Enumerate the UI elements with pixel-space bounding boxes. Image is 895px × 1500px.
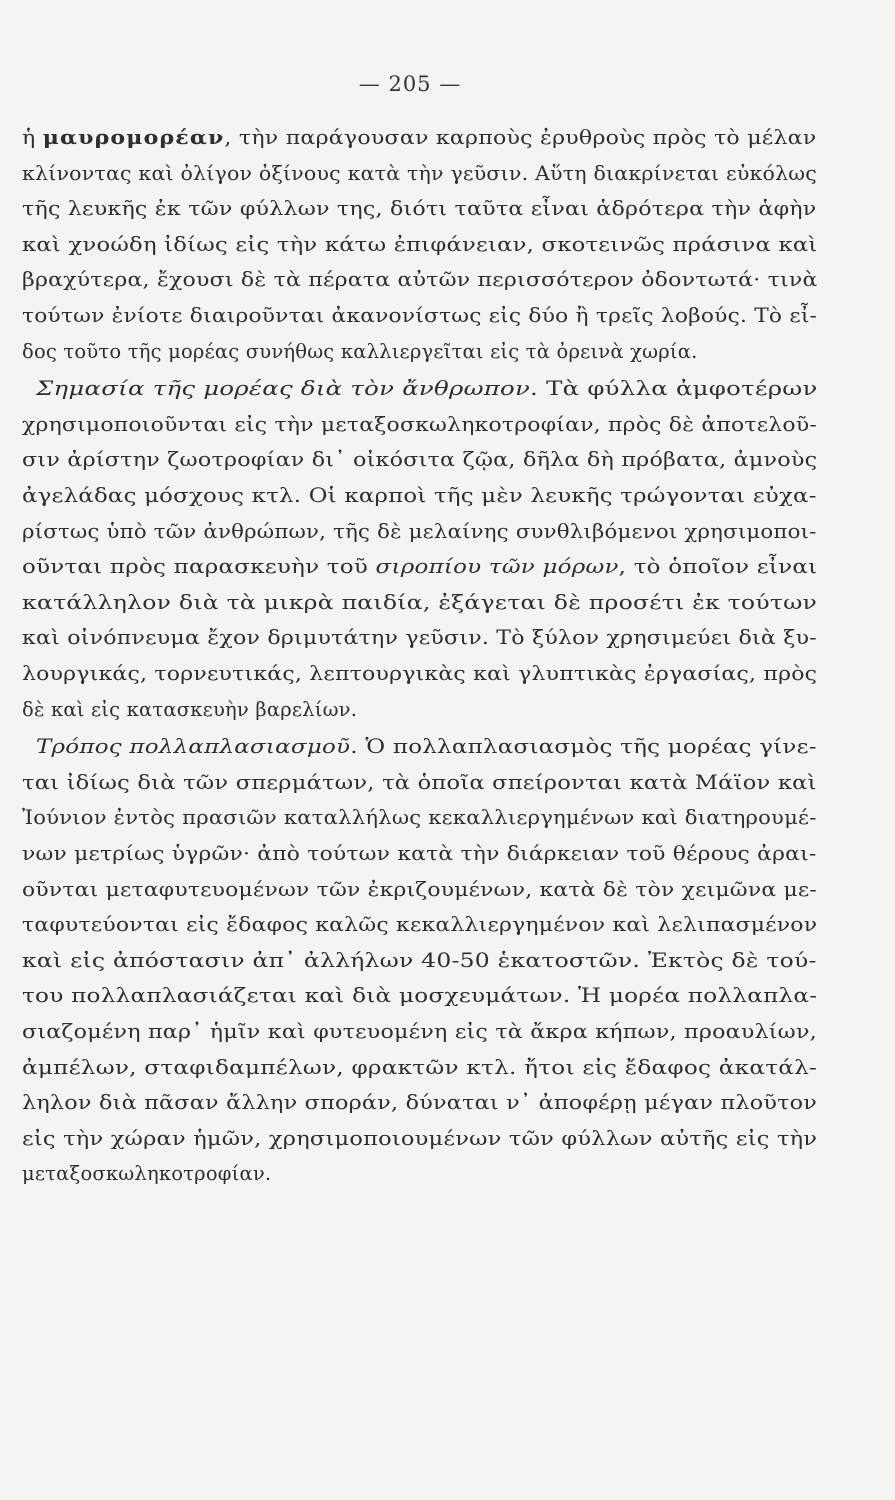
text-line [22, 589, 817, 619]
text-segment: τῆς λευκῆς ἐκ τῶν φύλλων της, διότι ταῦτα εἶναι ἁδρότερα τὴν ἁφὴν [22, 197, 817, 221]
text-line [22, 982, 817, 1012]
text-line [22, 302, 817, 332]
text-segment: ταφυτεύονται εἰς ἔδαφος καλῶς κεκαλλιεργημένον καὶ λελιπασμένον [22, 913, 818, 937]
text-segment: , τὴν παράγουσαν καρποὺς ἐρυθροὺς πρὸς τὸ μέλαν [224, 126, 817, 149]
text-line [22, 338, 698, 368]
text-segment: καὶ οἰνόπνευμα ἔχον δριμυτάτην γεῦσιν. Τὸ ξύλον χρησιμεύει διὰ ξυ- [22, 626, 817, 650]
text-segment: οῦνται μεταφυτευομένων τῶν ἐκριζουμένων, κατὰ δὲ τὸν χειμῶνα με- [22, 877, 818, 901]
text-segment: ληλον διὰ πᾶσαν ἄλλην σποράν, δύναται ν᾽ ἀποφέρῃ μέγαν πλοῦτον [22, 1091, 818, 1115]
text-line [22, 840, 816, 870]
text-line [22, 518, 817, 548]
text-line [22, 266, 818, 296]
text-line [22, 1054, 817, 1084]
text-segment: σιν ἀρίστην ζωοτροφίαν δι᾽ οἰκόσιτα ζῷα, δῆλα δὴ πρόβατα, ἀμνοὺς [22, 448, 818, 472]
text-segment: ρίστως ὑπὸ τῶν ἀνθρώπων, τῆς δὲ μελαίνης συνθλιβόμενοι χρησιμοποι- [22, 519, 817, 543]
text-segment: νων μετρίως ὑγρῶν· ἀπὸ τούτων κατὰ τὴν διάρκειαν τοῦ θέρους ἀραι- [22, 842, 817, 865]
text-line [22, 1160, 271, 1190]
italic-heading: Σημασία τῆς μορέας διὰ τὸν ἄνθρωπον [36, 377, 531, 401]
text-line [22, 1125, 817, 1155]
text-segment: χρησιμοποιοῦνται εἰς τὴν μεταξοσκωληκοτροφίαν, πρὸς δὲ ἀποτελοῦ- [22, 412, 817, 436]
text-line [22, 160, 817, 190]
text-segment: τούτων ἐνίοτε διαιροῦνται ἀκανονίστως εἰς δύο ἢ τρεῖς λοβούς. Τὸ εἶ- [22, 304, 818, 327]
text-segment: εἰς τὴν χώραν ἡμῶν, χρησιμοποιουμένων τῶν φύλλων αὐτῆς εἰς τὴν [22, 1126, 818, 1150]
text-line [22, 911, 817, 941]
text-line [22, 482, 817, 512]
text-line [22, 696, 357, 726]
text-segment: κατάλληλον διὰ τὰ μικρὰ παιδία, ἐξάγεται δὲ προσέτι ἐκ τούτων [22, 590, 818, 614]
text-segment: οῦνται πρὸς παρασκευὴν τοῦ [22, 555, 376, 579]
text-segment: ται ἰδίως διὰ τῶν σπερμάτων, τὰ ὁποῖα σπείρονται κατὰ Μάϊον καὶ [22, 770, 817, 794]
text-segment: ἀμπέλων, σταφιδαμπέλων, φρακτῶν κτλ. ἤτοι εἰς ἔδαφος ἀκατάλ- [22, 1055, 818, 1079]
text-line [36, 375, 818, 405]
text-line [22, 769, 817, 799]
text-line [22, 553, 817, 583]
text-line [36, 733, 817, 763]
text-segment: σιαζομένη παρ᾽ ἡμῖν καὶ φυτευομένη εἰς τὰ ἄκρα κήπων, προαυλίων, [22, 1020, 817, 1043]
text-segment: δὲ καὶ εἰς κατασκευὴν βαρελίων. [22, 697, 358, 721]
text-line [22, 876, 817, 906]
page-number: — 205 — [358, 72, 462, 96]
text-segment: ἀγελάδας μόσχους κτλ. Οἱ καρποὶ τῆς μὲν λευκῆς τρώγονται εὐχα- [22, 484, 817, 507]
text-line [22, 124, 816, 154]
text-line [22, 947, 817, 977]
bold-term: μαυρομορέαν [42, 126, 225, 149]
text-segment: καὶ χνοώδη ἰδίως εἰς τὴν κάτω ἐπιφάνειαν, σκοτεινῶς πράσινα καὶ [22, 232, 818, 256]
text-segment: μεταξοσκωληκοτροφίαν. [22, 1162, 272, 1186]
text-segment: του πολλαπλασιάζεται καὶ διὰ μοσχευμάτων. Ἡ μορέα πολλαπλα- [22, 984, 818, 1008]
italic-heading: Τρόπος πολλαπλασιασμοῦ [36, 735, 351, 759]
text-line [22, 660, 817, 690]
text-line [22, 1018, 817, 1048]
text-segment: ἡ [22, 126, 43, 149]
italic-heading: σιροπίου τῶν μόρων [375, 555, 619, 579]
text-segment: . Ὁ πολλαπλασιασμὸς τῆς μορέας γίνε- [350, 735, 817, 759]
text-line [22, 1089, 817, 1119]
text-segment: δος τοῦτο τῆς μορέας συνήθως καλλιεργεῖται εἰς τὰ ὀρεινὰ χωρία. [22, 339, 698, 363]
text-line [22, 411, 817, 441]
text-segment: Ἰούνιον ἐντὸς πρασιῶν καταλλήλως κεκαλλιεργημένων καὶ διατηρουμέ- [22, 806, 817, 830]
text-segment: βραχύτερα, ἔχουσι δὲ τὰ πέρατα αὐτῶν περισσότερον ὀδοντωτά· τινὰ [22, 268, 818, 292]
text-segment: λουργικάς, τορνευτικάς, λεπτουργικὰς καὶ γλυπτικὰς ἐργασίας, πρὸς [22, 662, 818, 685]
text-line [22, 804, 817, 834]
text-line [22, 446, 817, 476]
text-segment: . Τὰ φύλλα ἀμφοτέρων [530, 377, 818, 401]
text-segment: καὶ εἰς ἀπόστασιν ἀπ᾽ ἀλλήλων 40-50 ἑκατοστῶν. Ἐκτὸς δὲ τού- [22, 948, 817, 972]
text-segment: , τὸ ὁποῖον εἶναι [618, 555, 818, 579]
text-segment: κλίνοντας καὶ ὀλίγον ὀξίνους κατὰ τὴν γεῦσιν. Αὕτη διακρίνεται εὐκόλως [22, 161, 817, 185]
text-line [22, 624, 817, 654]
text-line [22, 195, 816, 225]
text-line [22, 231, 818, 261]
